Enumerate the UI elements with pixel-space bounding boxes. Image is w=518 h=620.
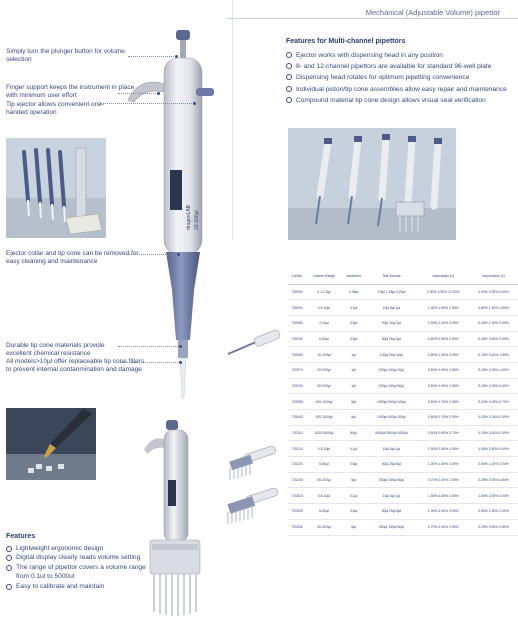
table-cell: 200µl 100µl 50µl [366,378,418,394]
multichannel-features-title: Features for Multi-channel pipettors [286,38,406,45]
table-cell: 0.60% 0.90% 1.00% [417,378,469,394]
table-cell: 0.15% 0.30% 1.00% [469,362,518,378]
features-title: Features [6,533,36,540]
table-cell: 720070 [288,362,306,378]
table-cell: 0.5-10µl [306,441,341,457]
list-item: Dispensing head rotates for optimum pipetting convenience [286,72,507,83]
table-cell: 0.70% 1.00% 1.50% [417,519,469,535]
table-row [288,441,518,457]
features-list [6,544,156,591]
table-cell: 0.50% 1.00% 2.00% [469,504,518,520]
column-header: Volume Range [306,268,341,284]
bullet-icon [6,565,12,571]
leader-line [120,362,180,363]
table-cell: 720210 [288,441,306,457]
table-row [288,378,518,394]
table-cell: 720033 [288,378,306,394]
pipette-brand-label: dragonLAB [186,204,192,230]
table-row [288,410,518,426]
table-row [288,300,518,316]
multichannel-12-icon [224,488,282,528]
table-row [288,488,518,504]
table-cell: 720043 [288,410,306,426]
table-cell: 50µl 25µl 5µl [366,457,418,473]
table-cell: 720320 [288,504,306,520]
list-item: Easy to calibrate and maintain [6,582,156,591]
table-cell: 1.00% 1.50% 3.00% [417,504,469,520]
table-cell: 720220 [288,457,306,473]
table-cell: 0.20% 0.25% 0.70% [469,394,518,410]
table-cell: 0.50% 0.60% 0.70% [417,425,469,441]
table-cell: 10-100µl [306,347,341,363]
table-cell: 1000µl 500µl 100µl [366,394,418,410]
header-rule [226,18,518,19]
multichannel-pipettes-photo [288,128,456,240]
table-cell: 2-20µl [306,315,341,331]
table-row [288,394,518,410]
callout-tip-cone-filters: All models>10µl offer replaceable tip cone filters to prevent internal contanmination and damage [6,358,145,373]
table-cell: 0.5-10µl [306,488,341,504]
table-cell: 1000-5000µl [306,425,341,441]
table-cell: 5µl [342,394,366,410]
table-cell: 50µl 25µl 5µl [366,331,418,347]
divider-line [232,0,233,240]
page-title: Mechanical (Adjustable Volume) pipettor [365,8,500,17]
table-row [288,472,518,488]
column-header: Inaccuracy (±) [417,268,469,284]
table-cell: 2.00% 3.00% 6.00% [469,284,518,300]
list-item: 8- and 12-channel pipettors are available for standard 96-well plate [286,61,507,72]
table-cell: 200µl 100µl 20µl [366,362,418,378]
small-pipette-illustration [226,330,284,356]
table-row [288,457,518,473]
table-cell: 50-200µl [306,378,341,394]
table-cell: 5µl [342,410,366,426]
table-cell: 300µl 150µl 50µl [366,519,418,535]
bullet-icon [286,74,292,80]
pipette-model-label: 20-200µl [194,210,200,230]
bullet-icon [286,86,292,92]
column-header: Test Volume [366,268,418,284]
table-cell: 0.1µl [342,488,366,504]
table-cell: 0.30% 0.60% 2.00% [469,331,518,347]
table-cell: 720060 [288,315,306,331]
tip-closeup-photo [6,408,96,480]
table-cell: 0.1µl [342,441,366,457]
table-cell: 5µl [342,519,366,535]
table-cell: 0.15% 0.40% 1.50% [469,347,518,363]
table-cell: 5-50µl [306,331,341,347]
table-cell: 0.60% 0.90% 2.50% [417,362,469,378]
table-cell: 1.50% 2.50% 4.00% [417,441,469,457]
table-cell: 5-50µl [306,457,341,473]
table-cell: 1.50% 2.50% 4.00% [417,488,469,504]
table-cell: 20µl 10µl 2µl [366,315,418,331]
leader-dot [157,92,160,95]
column-header: Increment [342,268,366,284]
table-cell: 1.00% 1.50% 2.50% [417,300,469,316]
table-row [288,347,518,363]
table-cell: 1.50% 2.50% 4.00% [469,488,518,504]
table-cell: 720003 [288,300,306,316]
multichannel-8-icon [224,446,282,484]
table-cell: 300µl 150µl 50µl [366,472,418,488]
table-cell: 720340 [288,519,306,535]
table-row [288,284,518,300]
multichannel-features-list [286,50,507,106]
table-cell: 2.50% 3.00% 12.00% [417,284,469,300]
callout-finger-support: Finger support keeps the instrument in place with minimum user effort [6,84,135,99]
table-row [288,519,518,535]
pipette-stand-photo [6,138,106,238]
table-cell: 2.5µl 1.25µl 0.25µl [366,284,418,300]
table-cell: 0.1µl [342,300,366,316]
table-cell: 720080 [288,394,306,410]
bullet-icon [286,52,292,58]
table-header-row [288,268,518,284]
list-item: Lightweight ergonomic design [6,544,156,553]
callout-plunger: Simply turn the plunger button for volume selection [6,48,125,63]
table-cell: 20-200µl [306,362,341,378]
table-cell: 720110 [288,425,306,441]
leader-dot [179,345,182,348]
table-cell: 0.80% 1.50% 1.50% [469,300,518,316]
column-header: Imprecision (±) [469,268,518,284]
table-cell: 0.60% 0.90% 2.00% [417,331,469,347]
table-cell: 0.5µl [342,457,366,473]
bullet-icon [286,97,292,103]
table-cell: 50-300µl [306,519,341,535]
table-row [288,362,518,378]
leader-dot [193,102,196,105]
list-item: Ejector works with dispensing head in any position [286,50,507,61]
list-item: The range of pipettor covers a volume range from 0.1ul to 5000ul [6,563,156,582]
table-cell: 50-300µl [306,472,341,488]
table-cell: 0.90% 1.20% 3.00% [417,315,469,331]
callout-ejector-collar: Ejector collar and tip cone can be removed for easy cleaning and maintenance [6,250,139,265]
table-cell: 0.40% 1.00% 2.00% [469,315,518,331]
table-cell: 0.15% 0.30% 0.40% [469,378,518,394]
table-cell: 720240 [288,472,306,488]
table-cell: 100µl 50µl 10µl [366,347,418,363]
table-cell: 10µl 5µl 1µl [366,300,418,316]
table-cell: 0.80% 1.00% 3.00% [417,347,469,363]
list-item: Digital display clearly reads volume setting [6,553,156,562]
table-cell: 0.25% 0.50% 0.80% [469,472,518,488]
table-row [288,504,518,520]
bullet-icon [6,546,12,552]
callout-tip-ejector: Tip ejector allows convenient one-handed operation [6,101,105,116]
table-cell: 1µl [342,347,366,363]
leader-line [126,254,178,255]
list-item: Individual piston/tip cone assemblies allow easy repair and maintenance [286,84,507,95]
table-cell: 10µl 5µl 1µl [366,488,418,504]
table-cell: 1µl [342,362,366,378]
table-row [288,315,518,331]
table-cell: 0.5-10µl [306,300,341,316]
bullet-icon [6,555,12,561]
table-cell: 50µl 25µl 5µl [366,504,418,520]
table-cell: 5µl [342,472,366,488]
leader-dot [179,361,182,364]
single-channel-pipette-illustration [120,30,230,400]
table-cell: 0.5µl [342,331,366,347]
leader-line [128,56,176,57]
table-cell: 0.5µl [342,315,366,331]
bullet-icon [6,584,12,590]
leader-line [118,346,180,347]
table-cell: 100-1000µl [306,394,341,410]
table-cell: 720310 [288,488,306,504]
table-cell: 0.5µl [342,504,366,520]
table-cell: 50µl [342,425,366,441]
spec-table [288,268,518,536]
table-row [288,331,518,347]
leader-dot [177,253,180,256]
leader-dot [175,55,178,58]
table-cell: 1.00% 1.50% 3.00% [417,457,469,473]
table-cell: 5000µl 2500µl 1000µl [366,425,418,441]
table-cell: 5-50µl [306,504,341,520]
table-cell: 720000 [288,284,306,300]
table-cell: 0.15% 0.30% 0.30% [469,425,518,441]
column-header: Cat.No. [288,268,306,284]
list-item: Compound material tip cone design allows visual seal verification [286,95,507,106]
table-cell: 200-1000µl [306,410,341,426]
bullet-icon [286,63,292,69]
table-cell: 0.60% 0.70% 0.90% [417,410,469,426]
table-cell: 10µl 5µl 1µl [366,441,418,457]
leader-line [100,103,194,104]
table-cell: 1µl [342,378,366,394]
table-cell: 0.20% 0.25% 0.30% [469,410,518,426]
table-cell: 0.1-2.5µl [306,284,341,300]
table-cell: 1.50% 2.50% 4.00% [469,441,518,457]
table-cell: 720050 [288,347,306,363]
table-cell: 0.70% 1.00% 1.50% [417,472,469,488]
leader-line [118,93,158,94]
table-cell: 720030 [288,331,306,347]
table-row [288,425,518,441]
table-cell: 0.60% 0.70% 2.00% [417,394,469,410]
table-cell: 1000µl 500µl 200µl [366,410,418,426]
table-cell: 0.25% 0.50% 0.80% [469,519,518,535]
table-cell: 0.50% 1.00% 2.00% [469,457,518,473]
table-cell: 0.05µl [342,284,366,300]
callout-tip-cone-materials: Durable tip cone materials provide excellent chemical resistance [6,342,105,357]
